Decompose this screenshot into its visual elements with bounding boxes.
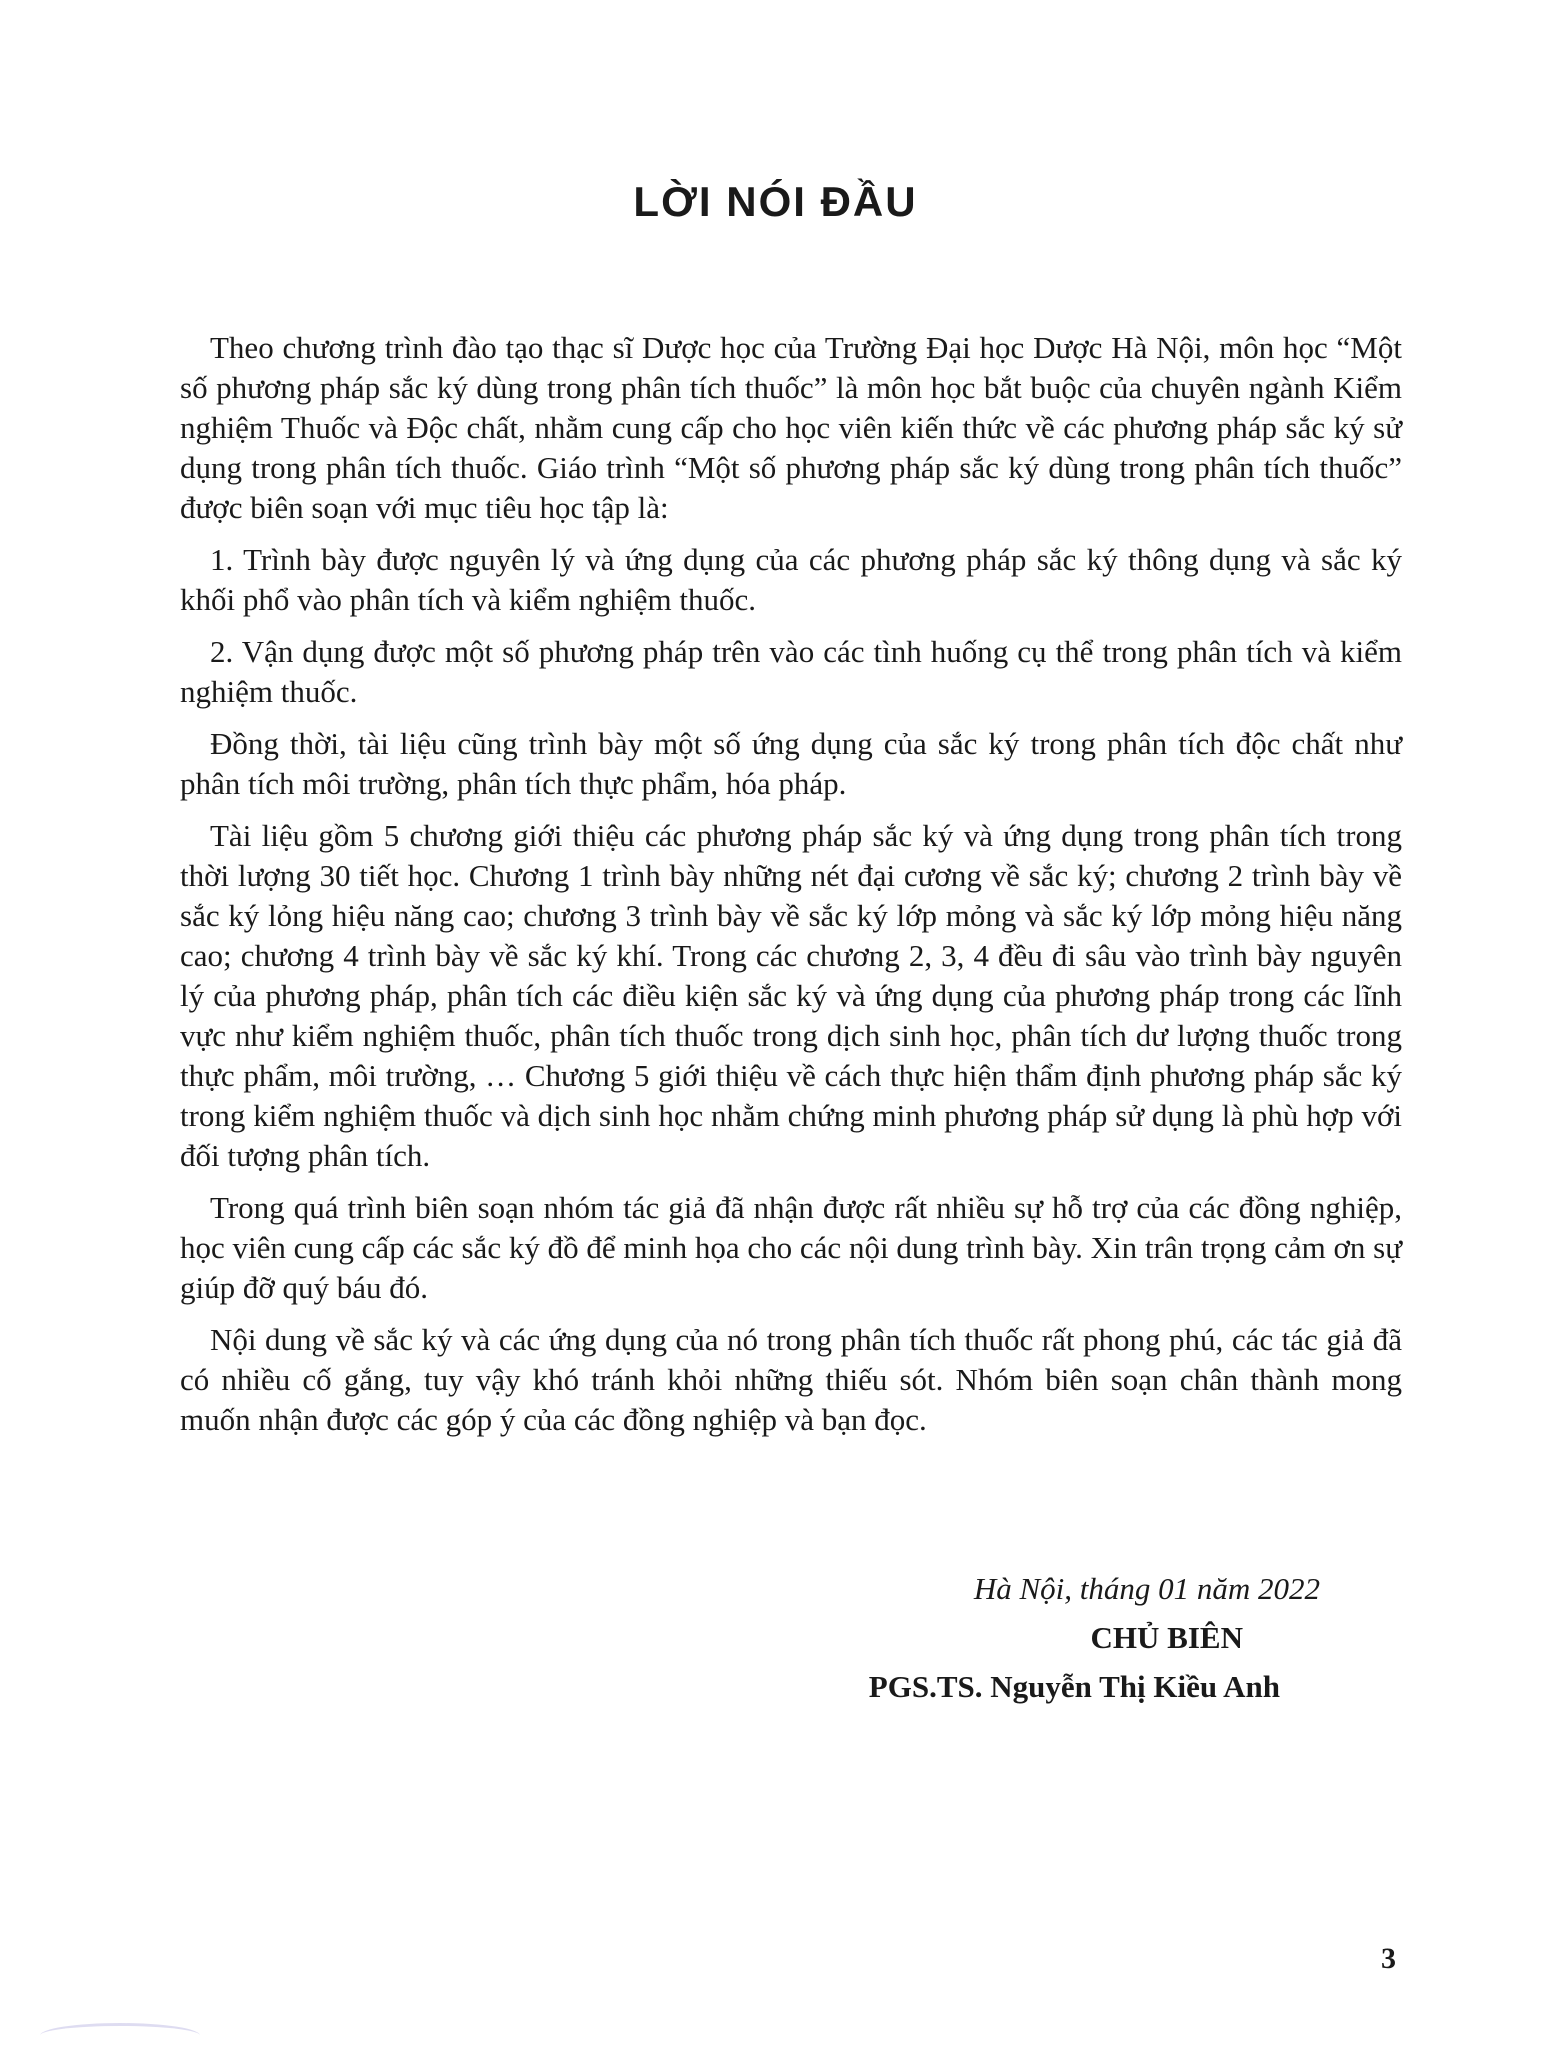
signature-role: CHỦ BIÊN [1090,1620,1243,1655]
paragraph-closing: Nội dung về sắc ký và các ứng dụng của nó trong phân tích thuốc rất phong phú, các tác giả đã có nhiều cố gắng, tuy vậy khó tránh khỏi những thiếu sót. Nhóm biên soạn chân thành mong muốn nhận được các góp ý của các đồng nghiệp và bạn đọc. [180,1322,1402,1437]
signature-place-date: Hà Nội, tháng 01 năm 2022 [973,1571,1320,1606]
signature-block [700,1567,1380,1708]
paragraph-objective-1: 1. Trình bày được nguyên lý và ứng dụng của các phương pháp sắc ký thông dụng và sắc ký khối phổ vào phân tích và kiểm nghiệm thuốc. [180,542,1402,617]
paragraph-intro: Theo chương trình đào tạo thạc sĩ Dược học của Trường Đại học Dược Hà Nội, môn học “Một số phương pháp sắc ký dùng trong phân tích thuốc” là môn học bắt buộc của chuyên ngành Kiểm nghiệm Thuốc và Độc chất, nhằm cung cấp cho học viên kiến thức về các phương pháp sắc ký sử dụng trong phân tích thuốc. Giáo trình “Một số phương pháp sắc ký dùng trong phân tích thuốc” được biên soạn với mục tiêu học tập là: [180,330,1402,525]
page-number: 3 [1381,1942,1396,1975]
paragraph-objective-2: 2. Vận dụng được một số phương pháp trên vào các tình huống cụ thể trong phân tích và kiểm nghiệm thuốc. [180,634,1402,709]
scan-artifact [40,2023,200,2048]
page-title: LỜI NÓI ĐẦU [633,178,918,225]
paragraph-toxicology: Đồng thời, tài liệu cũng trình bày một số ứng dụng của sắc ký trong phân tích độc chất như phân tích môi trường, phân tích thực phẩm, hóa pháp. [180,726,1402,801]
paragraph-chapters: Tài liệu gồm 5 chương giới thiệu các phương pháp sắc ký và ứng dụng trong phân tích trong thời lượng 30 tiết học. Chương 1 trình bày những nét đại cương về sắc ký; chương 2 trình bày về sắc ký lỏng hiệu năng cao; chương 3 trình bày về sắc ký lớp mỏng và sắc ký lớp mỏng hiệu năng cao; chương 4 trình bày về sắc ký khí. Trong các chương 2, 3, 4 đều đi sâu vào trình bày nguyên lý của phương pháp, phân tích các điều kiện sắc ký và ứng dụng của phương pháp trong các lĩnh vực như kiểm nghiệm thuốc, phân tích thuốc trong dịch sinh học, phân tích dư lượng thuốc trong thực phẩm, môi trường, … Chương 5 giới thiệu về cách thực hiện thẩm định phương pháp sắc ký trong kiểm nghiệm thuốc và dịch sinh học nhằm chứng minh phương pháp sử dụng là phù hợp với đối tượng phân tích. [180,818,1402,1173]
paragraph-acknowledgement: Trong quá trình biên soạn nhóm tác giả đã nhận được rất nhiều sự hỗ trợ của các đồng nghiệp, học viên cung cấp các sắc ký đồ để minh họa cho các nội dung trình bày. Xin trân trọng cảm ơn sự giúp đỡ quý báu đó. [180,1190,1402,1305]
preface-body [180,328,1402,1452]
signature-name: PGS.TS. Nguyễn Thị Kiều Anh [868,1669,1280,1704]
